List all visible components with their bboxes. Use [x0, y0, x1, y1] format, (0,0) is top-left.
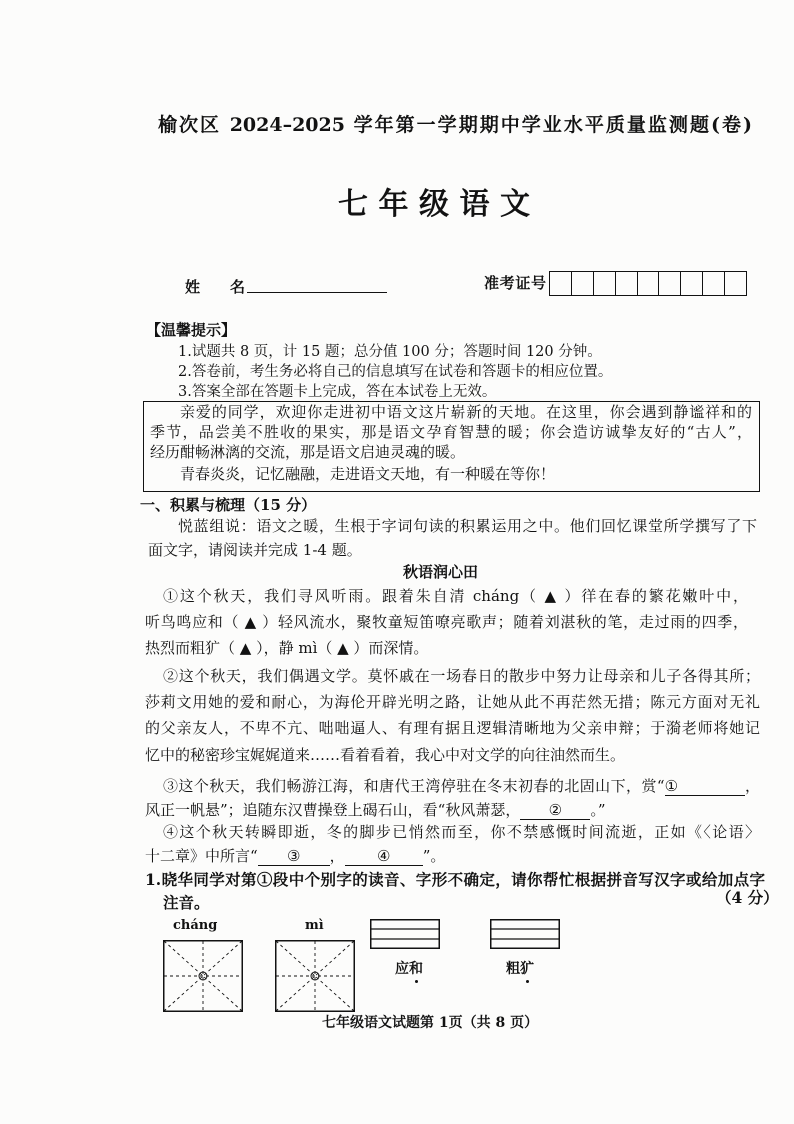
- section-heading: 一、积累与梳理（15 分）: [140, 496, 317, 514]
- dotted-word: 粗犷: [506, 961, 534, 977]
- paragraph-text: 十二章》中所言“: [145, 847, 258, 865]
- dotted-word: 应和: [395, 961, 423, 977]
- paragraph-text: ，: [329, 847, 345, 865]
- question-1-text-end: 注音。: [163, 893, 210, 912]
- subject-title: 七年级语文: [338, 187, 530, 222]
- exam-title: 榆次区 2024–2025 学年第一学期期中学业水平质量监测题(卷): [158, 114, 752, 136]
- paragraph-text: 风正一帆悬”；追随东汉曹操登上碣石山，看“秋风萧瑟，: [145, 801, 521, 819]
- paragraph-line: [145, 846, 445, 866]
- exam-id-box: [659, 272, 681, 295]
- section-intro-line: 面文字，请阅读并完成 1-4 题。: [148, 541, 362, 559]
- emphasis-dot: [526, 980, 529, 983]
- paragraph-line: ②这个秋天，我们偶遇文学。莫怀戚在一场春日的散步中努力让母亲和儿子各得其所；: [163, 667, 760, 685]
- exam-id-box: [594, 272, 616, 295]
- tip-item: 3.答案全部在答题卡上完成，答在本试卷上无效。: [178, 384, 497, 400]
- paragraph-line: [163, 776, 760, 796]
- exam-id-label: 准考证号: [484, 274, 546, 292]
- fill-blank: ③: [258, 848, 330, 866]
- tip-item: 2.答卷前，考生务必将自己的信息填写在试卷和答题卡的相应位置。: [178, 364, 613, 380]
- page-footer: 七年级语文试题第 1页（共 8 页）: [322, 1015, 539, 1031]
- exam-id-box: [681, 272, 703, 295]
- exam-id-box: [638, 272, 660, 295]
- fill-blank: ④: [345, 848, 423, 866]
- question-1-text: 1.晓华同学对第①段中个别字的读音、字形不确定，请你帮忙根据拼音写汉字或给加点字: [145, 870, 765, 889]
- fill-blank: ②: [520, 802, 590, 820]
- pinyin-label: mì: [305, 918, 324, 933]
- exam-id-box: [725, 272, 746, 295]
- paragraph-line: 听鸟鸣应和（ ▲ ）轻风流水，聚牧童短笛嘹亮歌声；随着刘湛秋的笔，走过雨的四季，: [145, 613, 748, 631]
- exam-id-box: [616, 272, 638, 295]
- mi-grid-box: [163, 940, 243, 1012]
- paragraph-text: ③这个秋天，我们畅游江海，和唐代王湾停驻在冬末初春的北固山下，赏“: [163, 777, 665, 795]
- paragraph-line: ①这个秋天，我们寻风听雨。跟着朱自清 cháng（ ▲ ）徉在春的繁花嫩叶中，: [163, 587, 748, 605]
- paragraph-text: ，: [744, 777, 760, 795]
- exam-id-box: [550, 272, 572, 295]
- exam-id-boxes: [549, 271, 747, 296]
- paragraph-line: 的父亲友人，不卑不亢、咄咄逼人、有理有据且逻辑清晰地为父亲申辩；于漪老师将她记: [145, 719, 760, 737]
- paragraph-text: 。”: [590, 801, 606, 819]
- paragraph-line: 莎莉文用她的爱和耐心，为海伦开辟光明之路，让她从此不再茫然无措；陈元方面对无礼: [145, 693, 760, 711]
- paragraph-line: [145, 800, 606, 820]
- paragraph-line: ④这个秋天转瞬即逝，冬的脚步已悄然而至，你不禁感慨时间流逝，正如《〈论语〉: [163, 823, 760, 841]
- pinyin-label: cháng: [173, 918, 218, 933]
- paragraph-line: 忆中的秘密珍宝娓娓道来……看着看着，我心中对文学的向往油然而生。: [145, 746, 626, 764]
- question-1-score: （4 分）: [716, 888, 779, 907]
- tip-item: 1.试题共 8 页，计 15 题；总分值 100 分；答题时间 120 分钟。: [178, 344, 602, 360]
- paragraph-text: ”。: [422, 847, 446, 865]
- name-label: 姓 名: [185, 278, 245, 296]
- name-underline: [247, 292, 387, 293]
- welcome-line: 季节，品尝美不胜收的果实，那是语文孕育智慧的暖；你会造访诚挚友好的“古人”，: [150, 423, 752, 441]
- section-intro-line: 悦蓝组说：语文之暖，生根于字词句读的积累运用之中。他们回忆课堂所学撰写了下: [178, 517, 757, 535]
- welcome-line: 亲爱的同学，欢迎你走进初中语文这片崭新的天地。在这里，你会遇到静谧祥和的: [180, 403, 752, 421]
- emphasis-dot: [415, 980, 418, 983]
- welcome-line: 经历酣畅淋漓的交流，那是语文启迪灵魂的暖。: [150, 443, 466, 461]
- fill-blank: ①: [665, 778, 745, 796]
- welcome-line: 青春炎炎，记忆融融，走进语文天地，有一种暖在等你！: [180, 465, 556, 483]
- tips-heading: 【温馨提示】: [146, 321, 237, 339]
- exam-id-box: [572, 272, 594, 295]
- pinyin-four-line-grid: [490, 919, 560, 949]
- paragraph-line: 热烈而粗犷（ ▲ ），静 mì（ ▲ ）而深情。: [145, 639, 429, 657]
- pinyin-four-line-grid: [370, 919, 440, 949]
- passage-title: 秋语润心田: [403, 563, 479, 581]
- mi-grid-box: [275, 940, 355, 1012]
- exam-id-box: [703, 272, 725, 295]
